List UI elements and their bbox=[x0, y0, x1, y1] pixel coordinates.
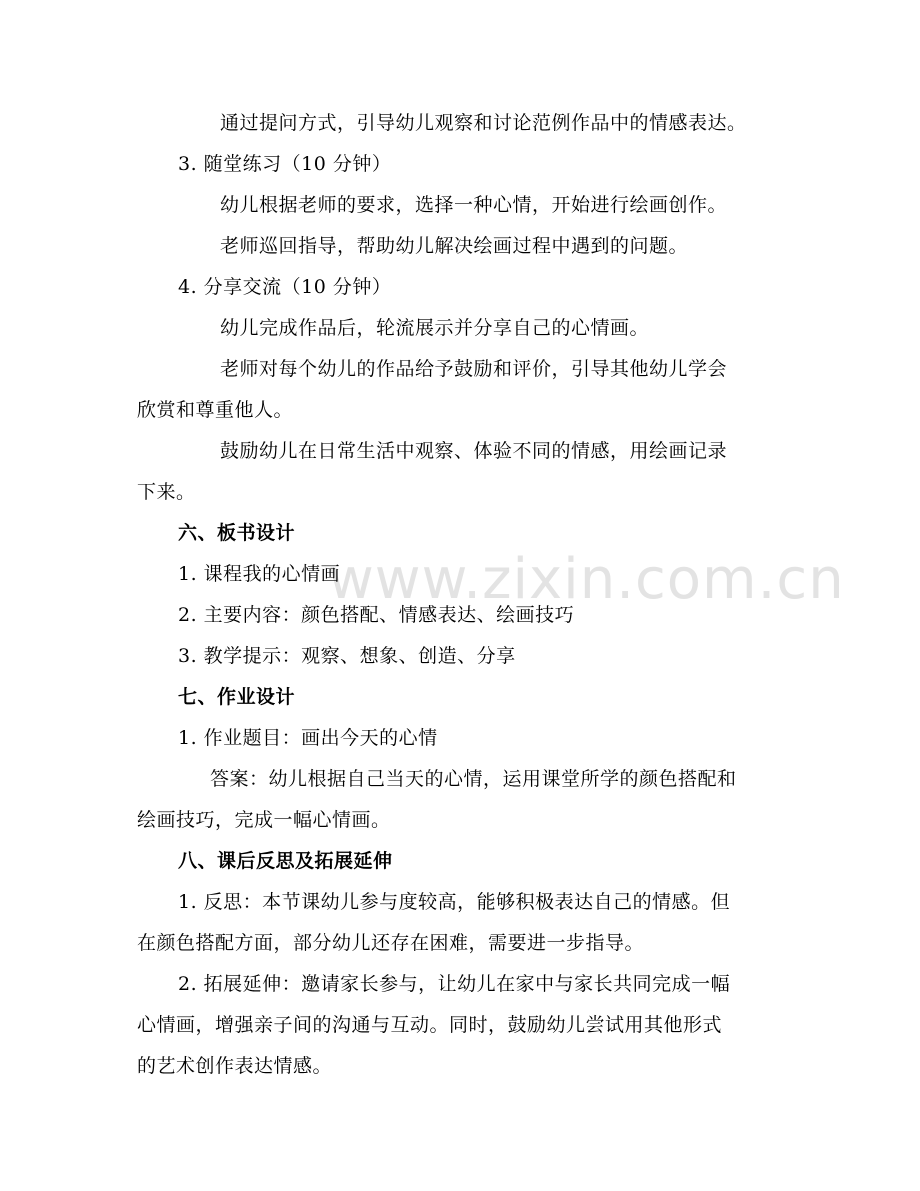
paragraph-line: 幼儿完成作品后，轮流展示并分享自己的心情画。 bbox=[220, 317, 650, 339]
section-heading: 八、课后反思及拓展延伸 bbox=[178, 850, 393, 872]
paragraph-line: 鼓励幼儿在日常生活中观察、体验不同的情感，用绘画记录 bbox=[220, 440, 728, 462]
list-item: 1. 作业题目：画出今天的心情 bbox=[178, 727, 438, 749]
paragraph-line: 老师对每个幼儿的作品给予鼓励和评价，引导其他幼儿学会 bbox=[220, 358, 728, 380]
list-item: 3. 随堂练习（10 分钟） bbox=[178, 153, 392, 175]
watermark: www.zixin.com.cn bbox=[328, 547, 845, 612]
paragraph-line: 通过提问方式，引导幼儿观察和讨论范例作品中的情感表达。 bbox=[220, 112, 747, 134]
paragraph-line: 在颜色搭配方面，部分幼儿还存在困难，需要进一步指导。 bbox=[137, 932, 645, 954]
list-item: 4. 分享交流（10 分钟） bbox=[178, 276, 392, 298]
paragraph-line: 心情画，增强亲子间的沟通与互动。同时，鼓励幼儿尝试用其他形式 bbox=[137, 1014, 723, 1036]
paragraph-line: 老师巡回指导，帮助幼儿解决绘画过程中遇到的问题。 bbox=[220, 235, 689, 257]
section-heading: 七、作业设计 bbox=[178, 686, 296, 708]
paragraph-line: 绘画技巧，完成一幅心情画。 bbox=[137, 809, 391, 831]
list-item: 1. 课程我的心情画 bbox=[178, 563, 341, 585]
paragraph-line: 欣赏和尊重他人。 bbox=[137, 399, 294, 421]
list-item: 2. 拓展延伸：邀请家长参与，让幼儿在家中与家长共同完成一幅 bbox=[178, 973, 731, 995]
list-item: 1. 反思：本节课幼儿参与度较高，能够积极表达自己的情感。但 bbox=[178, 891, 731, 913]
paragraph-line: 下来。 bbox=[137, 481, 196, 503]
section-heading: 六、板书设计 bbox=[178, 522, 296, 544]
paragraph-line: 幼儿根据老师的要求，选择一种心情，开始进行绘画创作。 bbox=[220, 194, 728, 216]
list-item: 3. 教学提示：观察、想象、创造、分享 bbox=[178, 645, 516, 667]
paragraph-line: 答案：幼儿根据自己当天的心情，运用课堂所学的颜色搭配和 bbox=[210, 768, 737, 790]
paragraph-line: 的艺术创作表达情感。 bbox=[137, 1055, 333, 1077]
list-item: 2. 主要内容：颜色搭配、情感表达、绘画技巧 bbox=[178, 604, 575, 626]
